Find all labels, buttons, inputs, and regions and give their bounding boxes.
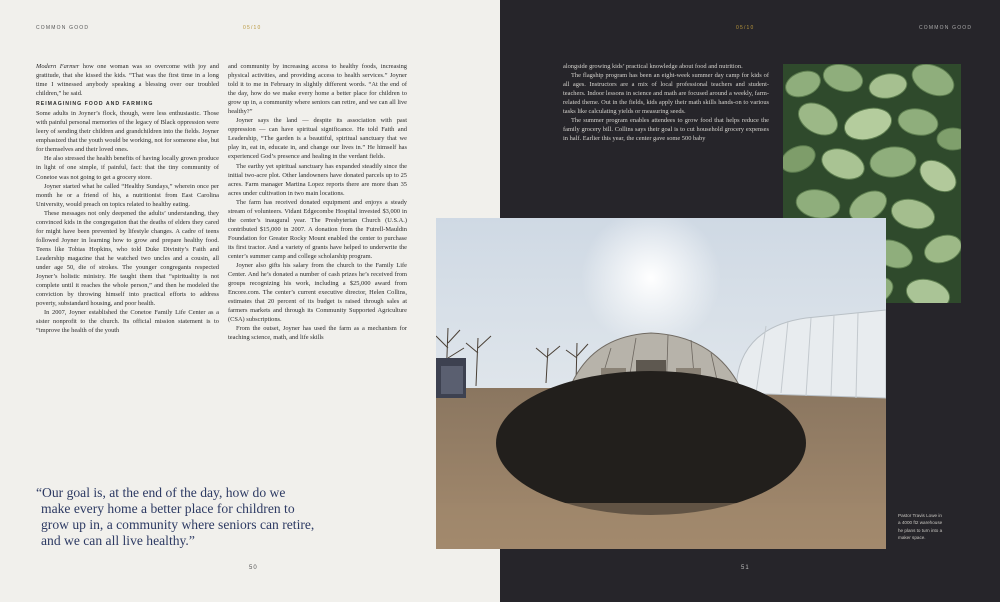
paragraph: He also stressed the health benefits of having locally grown produce in light of one simple, if painful, fact: that the tiny community of Conetoe was not going to get a grocery store. xyxy=(36,155,219,181)
running-head-left: COMMON GOOD xyxy=(36,25,90,31)
paragraph: The earthy yet spiritual sanctuary has expanded steadily since the initial two-acre plot. Other landowners have donated parcels up to 25 acres. Farm manager Martina Lopez reports there are more than 35 acres under cultivation in two main locations. xyxy=(228,162,407,197)
paragraph-text: how one woman was so overcome with joy and gratitude, that she kissed the kids. “That was the first time in a long time I witnessed anybody speaking a blessing over our troubled children,” he said. xyxy=(36,63,220,98)
section-heading: REIMAGINING FOOD AND FARMING xyxy=(36,101,154,108)
pull-quote-line: grow up in, a community where seniors can retire, xyxy=(41,517,315,532)
paragraph: Joyner also gifts his salary from the church to the Family Life Center. And he’s donated a number of cash prizes he’s received from groups recognizing his work, including a $25,000 award from Encore.com. The center’s current executive director, Helen Collins, estimates that 20 percent of its budget is raised through sales at farmers markets and through its Community Supported Agriculture (CSA) subscriptions. xyxy=(228,262,407,324)
pull-quote-line: make every home a better place for children to xyxy=(41,501,295,516)
greenhouse-field-image xyxy=(436,218,886,549)
caption-line: he plans to turn into a xyxy=(898,527,943,533)
publication-name: Modern Farmer xyxy=(36,63,80,70)
paragraph: alongside growing kids’ practical knowledge about food and nutrition. xyxy=(563,63,743,70)
paragraph: Joyner says the land — despite its association with past oppression — can have spiritual significance. He told Faith and Leadership, “The garden is a beautiful, spiritual sanctuary that we play in, eat in, educate in, and change our lives in.” He himself has experienced God’s presence and healing in the verdant fields. xyxy=(228,117,407,161)
pull-quote xyxy=(36,485,376,549)
caption-line: Pastor Travis Lowe in xyxy=(898,513,942,518)
article-column-2 xyxy=(228,62,407,342)
page-fraction-left: 05/10 xyxy=(243,25,262,31)
photo-caption xyxy=(898,512,962,541)
paragraph: The summer program enables attendees to grow food that helps reduce the family grocery bill. Collins says their goal is to cut household grocery expenses in half. Earlier this year, the center gave some 500 baby xyxy=(563,117,769,143)
running-head-right: COMMON GOOD xyxy=(919,25,973,31)
page-number-right: 51 xyxy=(741,565,750,571)
paragraph: In 2007, Joyner established the Conetoe Family Life Center as a sister nonprofit to the church. Its official mission statement is to “improve the health of the youth xyxy=(36,309,219,335)
caption-line: a 4000 ft2 warehouse xyxy=(898,520,943,526)
caption-line: maker space. xyxy=(898,534,926,540)
page-number-left: 50 xyxy=(249,565,258,571)
paragraph: From the outset, Joyner has used the farm as a mechanism for teaching science, math, and life skills xyxy=(228,325,407,342)
paragraph: These messages not only deepened the adults’ understanding, they convinced kids in the congregation that the deaths of elders they cared for might have been prevented by lifestyle changes. A cadre of teens followed Joyner in learning how to grow and prepare healthy food. Teens like Tobias Hopkins, who told Duke Divinity’s Faith and Leadership magazine that he watched two uncles and a cousin, all under age 50, die of strokes. The younger congregants respected Joyner’s holistic ministry. He taught them that “spirituality is not complete until it reaches the whole person,” and then he modeled the conviction by throwing himself into practical efforts to address poverty, substandard housing, and poor health. xyxy=(36,209,219,308)
article-column-1 xyxy=(36,62,219,335)
paragraph: and community by increasing access to healthy foods, increasing physical activities, and providing access to health services.” Joyner told it to me in February in slightly different words. “At the end of the day, how do we make every home a better place for children to grow up in, a community where seniors can retire, and we can all live healthy?” xyxy=(228,63,407,116)
paragraph: Joyner started what he called “Healthy Sundays,” wherein once per month he or a friend of his, a nutritionist from East Carolina University, would preach on topics related to healthy eating. xyxy=(36,182,219,208)
article-column-3 xyxy=(563,62,769,143)
pull-quote-line: and we can all live healthy.” xyxy=(41,533,195,548)
greenhouse-photo xyxy=(436,218,886,549)
pull-quote-line: “Our goal is, at the end of the day, how do we xyxy=(36,485,286,500)
paragraph: The farm has received donated equipment and enjoys a steady stream of volunteers. Vidant Edgecombe Hospital invested $3,000 in the center’s inaugural year. The Presbyterian Church (U.S.A.) contributed $15,000 in 2007. A donation from the Futrell-Mauldin Foundation for Greater Rocky Mount enabled the center to purchase its first tractor. And a variety of grants have helped to underwrite the center’s summer camp and college scholarship program. xyxy=(228,198,407,260)
paragraph xyxy=(36,62,219,98)
paragraph: The flagship program has been an eight-week summer day camp for kids of all ages. Instructors are a mix of local professional teachers and student-teachers. Indoor lessons in science and math are focused around a weekly, farm-related theme. Out in the fields, kids apply their math skills hands-on to various tasks like calculating yields or measuring seeds. xyxy=(563,72,769,116)
page-fraction-right: 05/10 xyxy=(736,25,755,31)
paragraph: Some adults in Joyner’s flock, though, were less enthusiastic. Those with painful personal memories of the legacy of Black oppression were leery of sending their children and grandchildren into the fields. Joyner emphasized that the youth would be working, not for someone else, but for themselves and their loved ones. xyxy=(36,110,219,154)
